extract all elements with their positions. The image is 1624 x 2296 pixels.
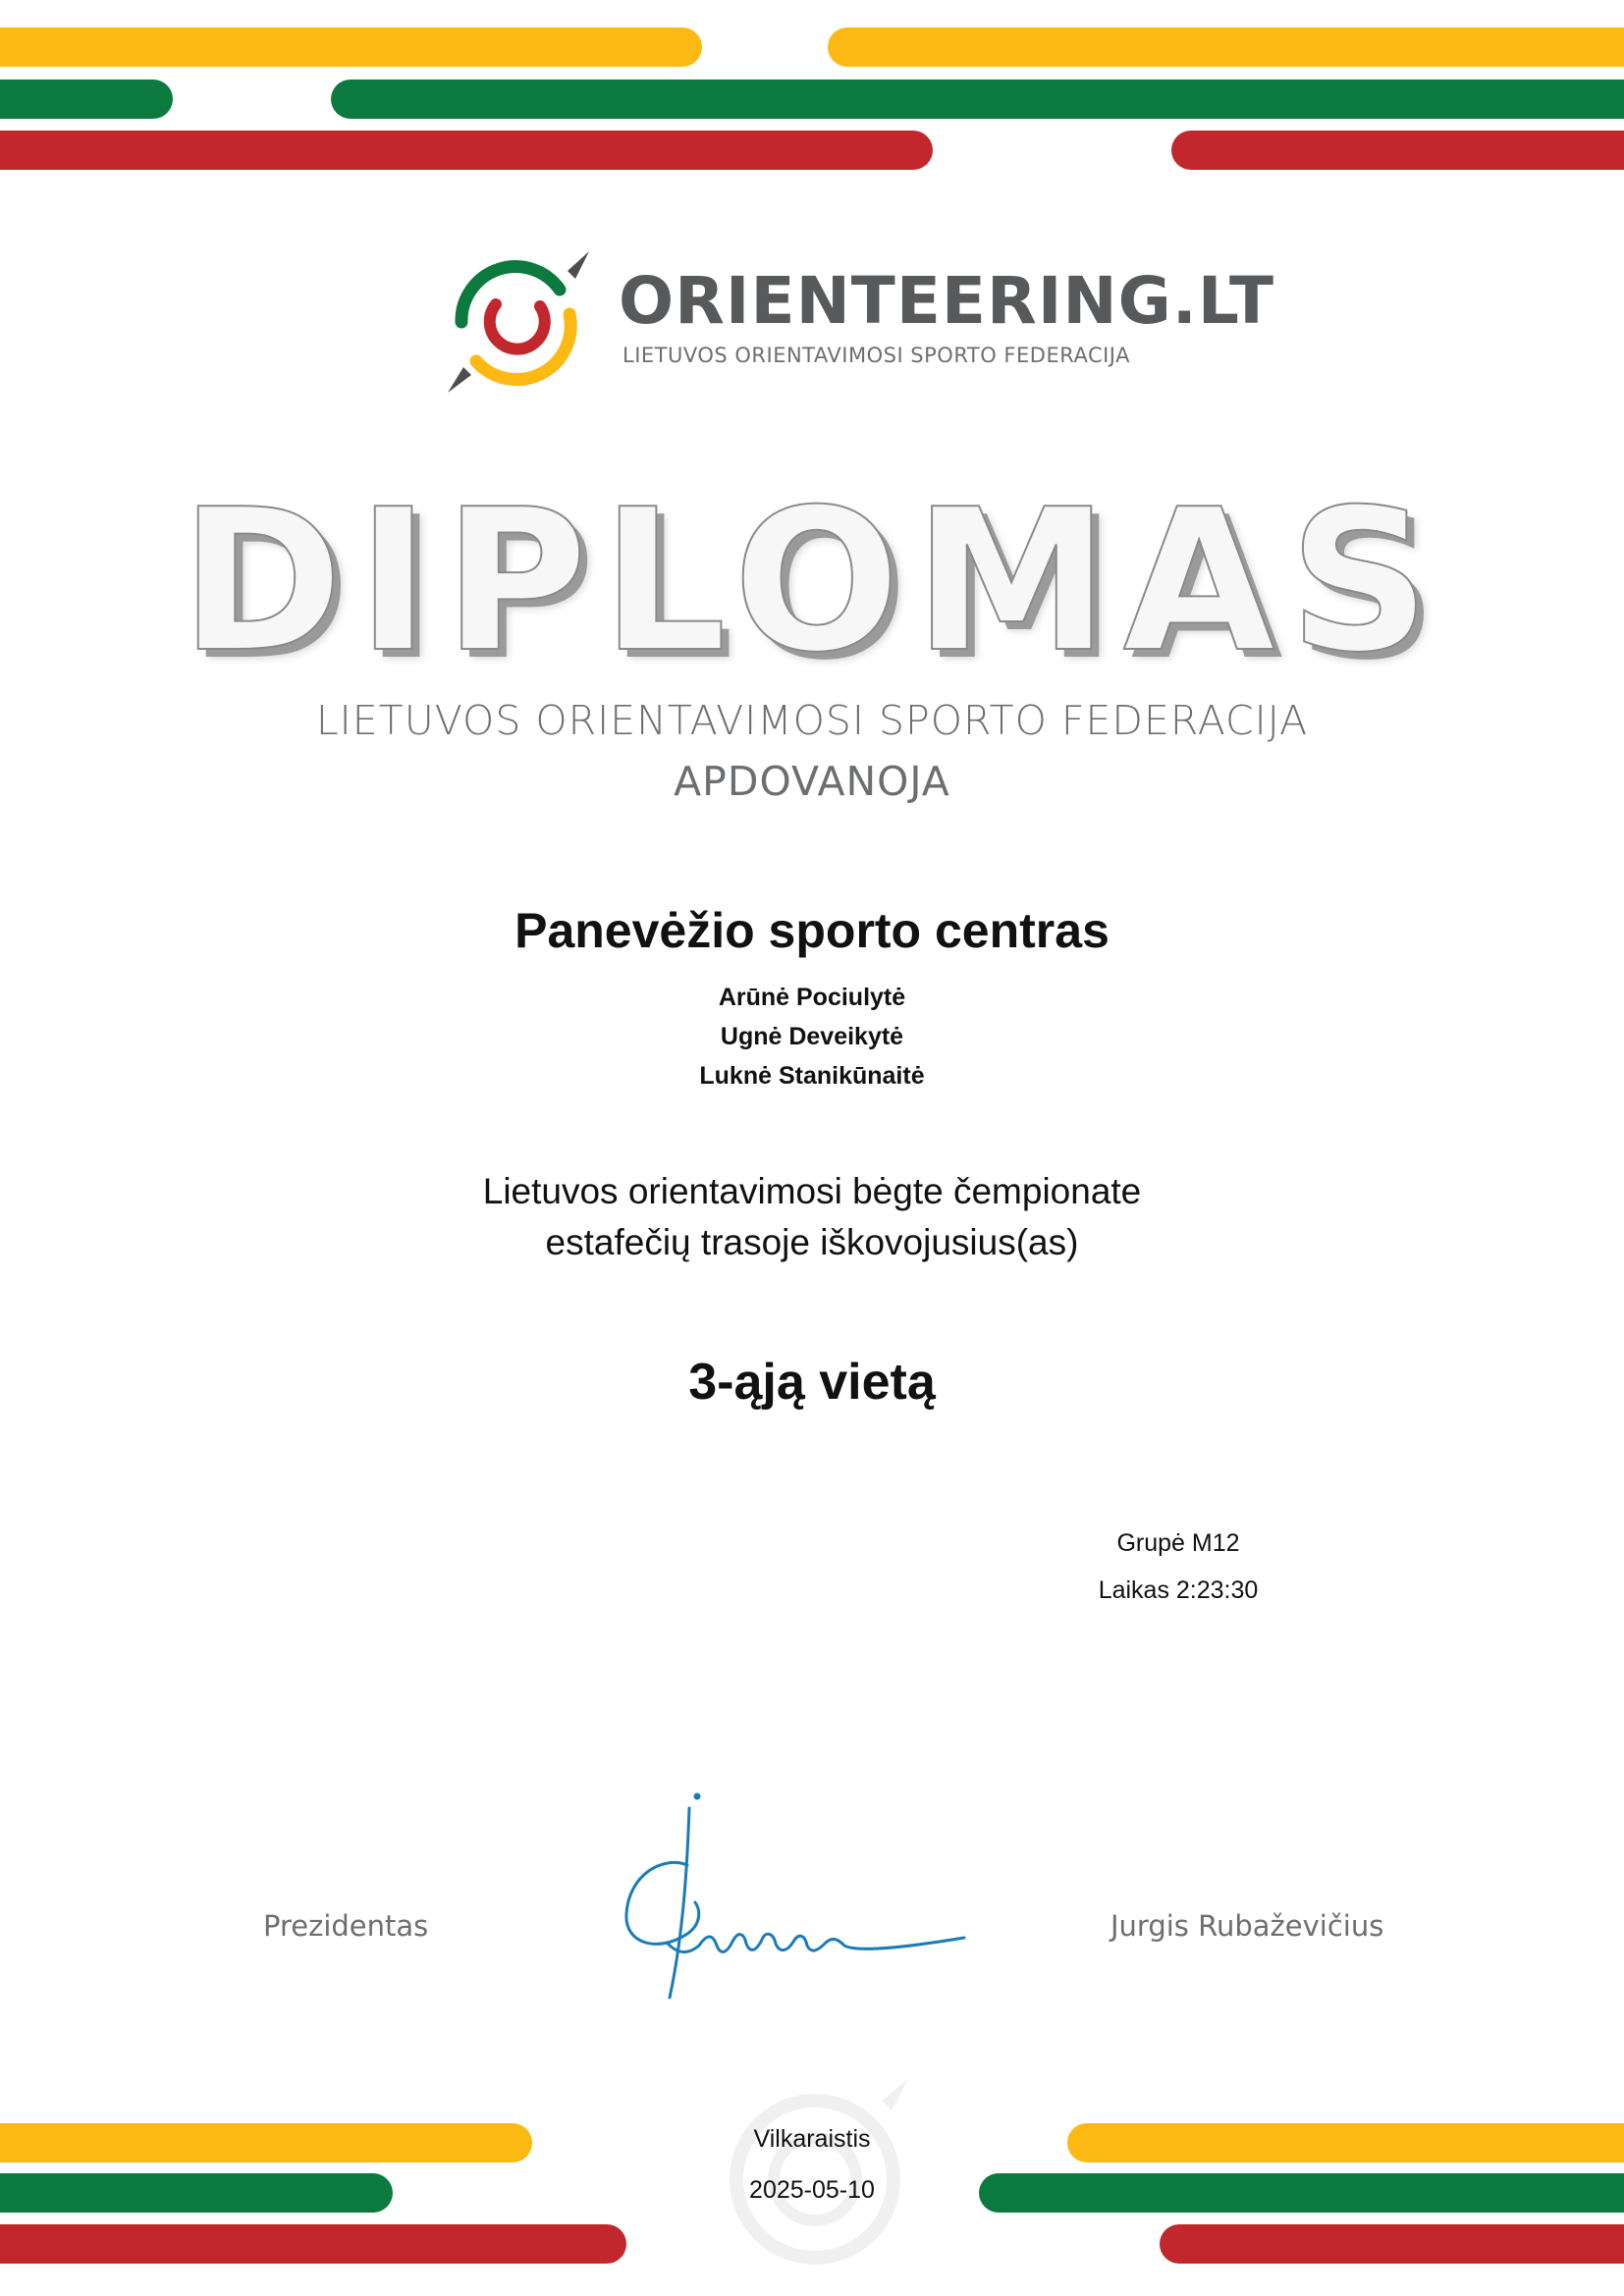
stripe-red — [0, 131, 933, 170]
stripe-yellow — [0, 27, 702, 67]
signer-role: Prezidentas — [263, 1909, 429, 1943]
competition-text — [0, 1166, 1624, 1268]
member-name: Luknė Stanikūnaitė — [699, 1062, 925, 1090]
member-name: Arūnė Pociulytė — [718, 984, 906, 1011]
stripe-red — [0, 2224, 626, 2264]
signer-name: Jurgis Rubaževičius — [1110, 1909, 1384, 1943]
competition-line-1: Lietuvos orientavimosi bėgte čempionate — [482, 1171, 1142, 1211]
diploma-heading: DIPLOMAS — [180, 467, 1444, 696]
stripe-red — [1171, 131, 1624, 170]
logo-title: ORIENTEERING.LT — [619, 263, 1275, 339]
logo-subtitle: LIETUVOS ORIENTAVIMOSI SPORTO FEDERACIJA — [623, 344, 1130, 367]
group-label: Grupė M12 — [1116, 1529, 1240, 1557]
stripe-yellow — [0, 2123, 532, 2163]
time-label: Laikas 2:23:30 — [1098, 1576, 1259, 1604]
location-label: Vilkaraistis — [753, 2125, 871, 2153]
federation-line: LIETUVOS ORIENTAVIMOSI SPORTO FEDERACIJA — [315, 697, 1309, 744]
stripe-green — [0, 80, 173, 119]
signature-image — [609, 1787, 982, 2012]
stripe-red — [1160, 2224, 1624, 2264]
compass-logo-icon — [442, 245, 599, 398]
team-name: Panevėžio sporto centras — [514, 903, 1110, 958]
members-list — [0, 978, 1624, 1095]
date-label: 2025-05-10 — [749, 2176, 875, 2204]
competition-line-2: estafečių trasoje iškovojusius(as) — [545, 1222, 1079, 1262]
member-name: Ugnė Deveikytė — [720, 1023, 904, 1050]
stripe-green — [979, 2173, 1624, 2213]
awards-line: APDOVANOJA — [674, 758, 950, 805]
stripe-green — [331, 80, 1624, 119]
stripe-yellow — [1067, 2123, 1624, 2163]
federation-logo — [442, 245, 1275, 398]
stripe-green — [0, 2173, 393, 2213]
place-text: 3-ąją vietą — [688, 1354, 936, 1411]
stripe-yellow — [828, 27, 1624, 67]
